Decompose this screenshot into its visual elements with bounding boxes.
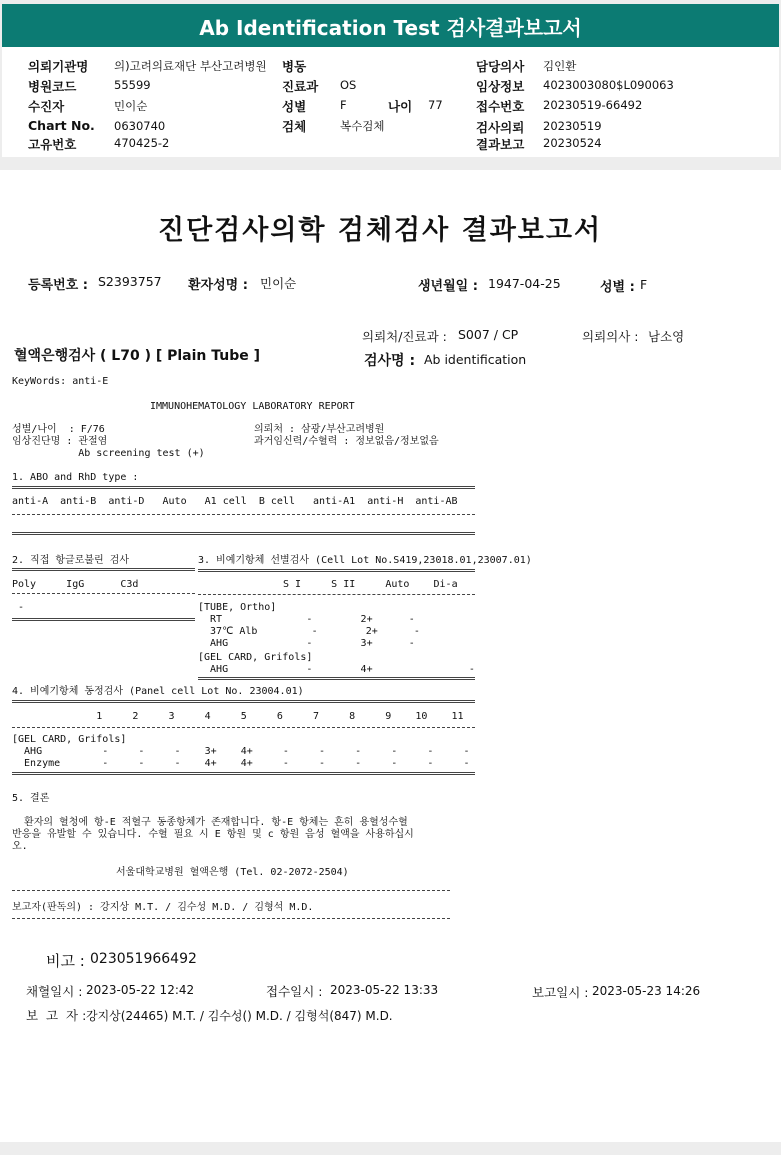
section3-row: [TUBE, Ortho]	[198, 602, 277, 613]
info-value: 김인환	[543, 59, 577, 73]
divider	[12, 700, 475, 703]
divider	[12, 918, 450, 919]
info-label: 성별	[282, 99, 307, 114]
sex-label: 성별 :	[600, 280, 635, 295]
dob-label: 생년월일 :	[418, 279, 478, 294]
reporters-value: 강지상(24465) M.T. / 김수성() M.D. / 김형석(847) M.D.	[86, 1009, 393, 1023]
reg-value: S2393757	[98, 274, 162, 289]
report-date-label: 보고일시 :	[532, 985, 589, 1000]
divider	[12, 618, 195, 621]
doctor-value: 남소영	[648, 329, 685, 344]
divider	[12, 486, 475, 489]
name-label: 환자성명 :	[188, 278, 248, 293]
reporter-line: 보고자(판독의) : 강지상 M.T. / 김수성 M.D. / 김형석 M.D.	[12, 902, 314, 913]
info-value: 민이순	[114, 99, 148, 113]
info-label: 담당의사	[476, 59, 525, 74]
info-value: 20230524	[543, 136, 602, 150]
info-label: 병원코드	[28, 79, 77, 94]
section4-row: [GEL CARD, Grifols]	[12, 734, 127, 745]
info-label: 진료과	[282, 79, 319, 94]
divider	[12, 532, 475, 535]
section4-row: Enzyme - - - 4+ 4+ - - - - - -	[12, 758, 470, 769]
info-label: 고유번호	[28, 137, 77, 152]
conclusion-line: 환자의 혈청에 항-E 적혈구 동종항체가 존재합니다. 항-E 항체는 흔히 용혈성수혈	[12, 817, 408, 828]
divider	[12, 890, 450, 891]
section3-row: AHG - 3+ -	[198, 638, 415, 649]
info-label: 검체	[282, 119, 307, 134]
scanned-report	[0, 170, 781, 1142]
section2-columns: Poly IgG C3d	[12, 579, 139, 590]
info-value: 470425-2	[114, 136, 170, 150]
report-title: 진단검사의학 검체검사 결과보고서	[158, 215, 603, 246]
divider	[198, 569, 475, 572]
sex-value: F	[640, 277, 648, 292]
section4-columns: 1 2 3 4 5 6 7 8 9 10 11	[12, 711, 464, 722]
info-label: 병동	[282, 59, 307, 74]
info-value: OS	[340, 78, 357, 92]
info-value: 0630740	[114, 119, 166, 133]
lab-title: IMMUNOHEMATOLOGY LABORATORY REPORT	[150, 401, 355, 412]
section3-columns: S I S II Auto Di-a	[283, 579, 458, 590]
receive-value: 2023-05-22 13:33	[330, 983, 439, 997]
dept-label: 의뢰처/진료과 :	[362, 329, 447, 344]
info-label: 접수번호	[476, 99, 525, 114]
note-value: 023051966492	[90, 951, 197, 967]
divider	[198, 594, 475, 595]
section2-title: 2. 직접 항글로불린 검사	[12, 555, 130, 566]
patient-info-panel	[2, 47, 779, 157]
report-header: Ab Identification Test 검사결과보고서	[2, 4, 779, 47]
section4-row: AHG - - - 3+ 4+ - - - - - -	[12, 746, 470, 757]
reg-label: 등록번호 :	[28, 278, 88, 293]
info-label: 임상정보	[476, 79, 525, 94]
section3-row: AHG - 4+ -	[198, 664, 475, 675]
divider	[12, 593, 195, 594]
name-value: 민이순	[260, 276, 297, 291]
sex-age-line: 성별/나이 : F/76	[12, 424, 105, 435]
section2-value: -	[12, 602, 25, 613]
divider	[12, 514, 475, 515]
section5-title: 5. 결론	[12, 793, 50, 804]
screen-line: Ab screening test (+)	[12, 448, 205, 459]
info-label: 검사의뢰	[476, 120, 525, 135]
dob-value: 1947-04-25	[488, 276, 561, 291]
info-value: 55599	[114, 78, 151, 92]
info-value: 20230519	[543, 119, 602, 133]
section3-row: 37℃ Alb - 2+ -	[198, 626, 420, 637]
info-value: 복수검체	[340, 119, 385, 133]
info-label: 의뢰기관명	[28, 59, 89, 74]
info-label: 결과보고	[476, 137, 525, 152]
report-date-value: 2023-05-23 14:26	[592, 984, 701, 998]
info-label: Chart No.	[28, 118, 95, 133]
section1-title: 1. ABO and RhD type :	[12, 472, 139, 483]
history-line: 과거임신력/수혈력 : 정보없음/정보없음	[254, 436, 439, 447]
bloodbank-contact: 서울대학교병원 혈액은행 (Tel. 02-2072-2504)	[116, 867, 349, 878]
info-value: 의)고려의료재단 부산고려병원	[114, 59, 267, 73]
conclusion-line: 오.	[12, 841, 28, 852]
divider	[12, 568, 195, 571]
section3-row: [GEL CARD, Grifols]	[198, 652, 313, 663]
info-value: 77	[428, 98, 443, 112]
dept-value: S007 / CP	[458, 327, 519, 342]
test-name-label: 검사명 :	[364, 353, 416, 369]
referral-line: 의뢰처 : 삼광/부산고려병원	[254, 424, 385, 435]
receive-label: 접수일시 :	[266, 984, 323, 999]
note-label: 비고 :	[46, 952, 85, 970]
collect-label: 채혈일시 :	[26, 984, 83, 999]
conclusion-line: 반응을 유발할 수 있습니다. 수혈 필요 시 E 항원 및 c 항원 음성 혈액을 사용하십시	[12, 829, 414, 840]
info-label: 나이	[388, 99, 413, 114]
divider	[12, 727, 475, 728]
section3-row: RT - 2+ -	[198, 614, 415, 625]
divider	[12, 772, 475, 775]
info-value: 4023003080$L090063	[543, 78, 674, 92]
collect-value: 2023-05-22 12:42	[86, 983, 195, 997]
section1-columns: anti-A anti-B anti-D Auto A1 cell B cell anti-A1 anti-H anti-AB	[12, 496, 458, 507]
diagnosis-line: 임상진단명 : 관절염	[12, 436, 108, 447]
info-label: 수진자	[28, 99, 65, 114]
divider	[198, 677, 475, 680]
reporters-label: 보 고 자 :	[26, 1008, 87, 1023]
test-group: 혈액은행검사 ( L70 ) [ Plain Tube ]	[14, 348, 261, 364]
info-value: 20230519-66492	[543, 98, 643, 112]
section4-title: 4. 비예기항체 동정검사 (Panel cell Lot No. 23004.01)	[12, 686, 304, 697]
info-value: F	[340, 98, 347, 112]
test-name-value: Ab identification	[424, 352, 527, 367]
keywords: KeyWords: anti-E	[12, 376, 109, 387]
section3-title: 3. 비예기항체 선별검사 (Cell Lot No.S419,23018.01,23007.01)	[198, 555, 532, 566]
doctor-label: 의뢰의사 :	[582, 329, 639, 344]
